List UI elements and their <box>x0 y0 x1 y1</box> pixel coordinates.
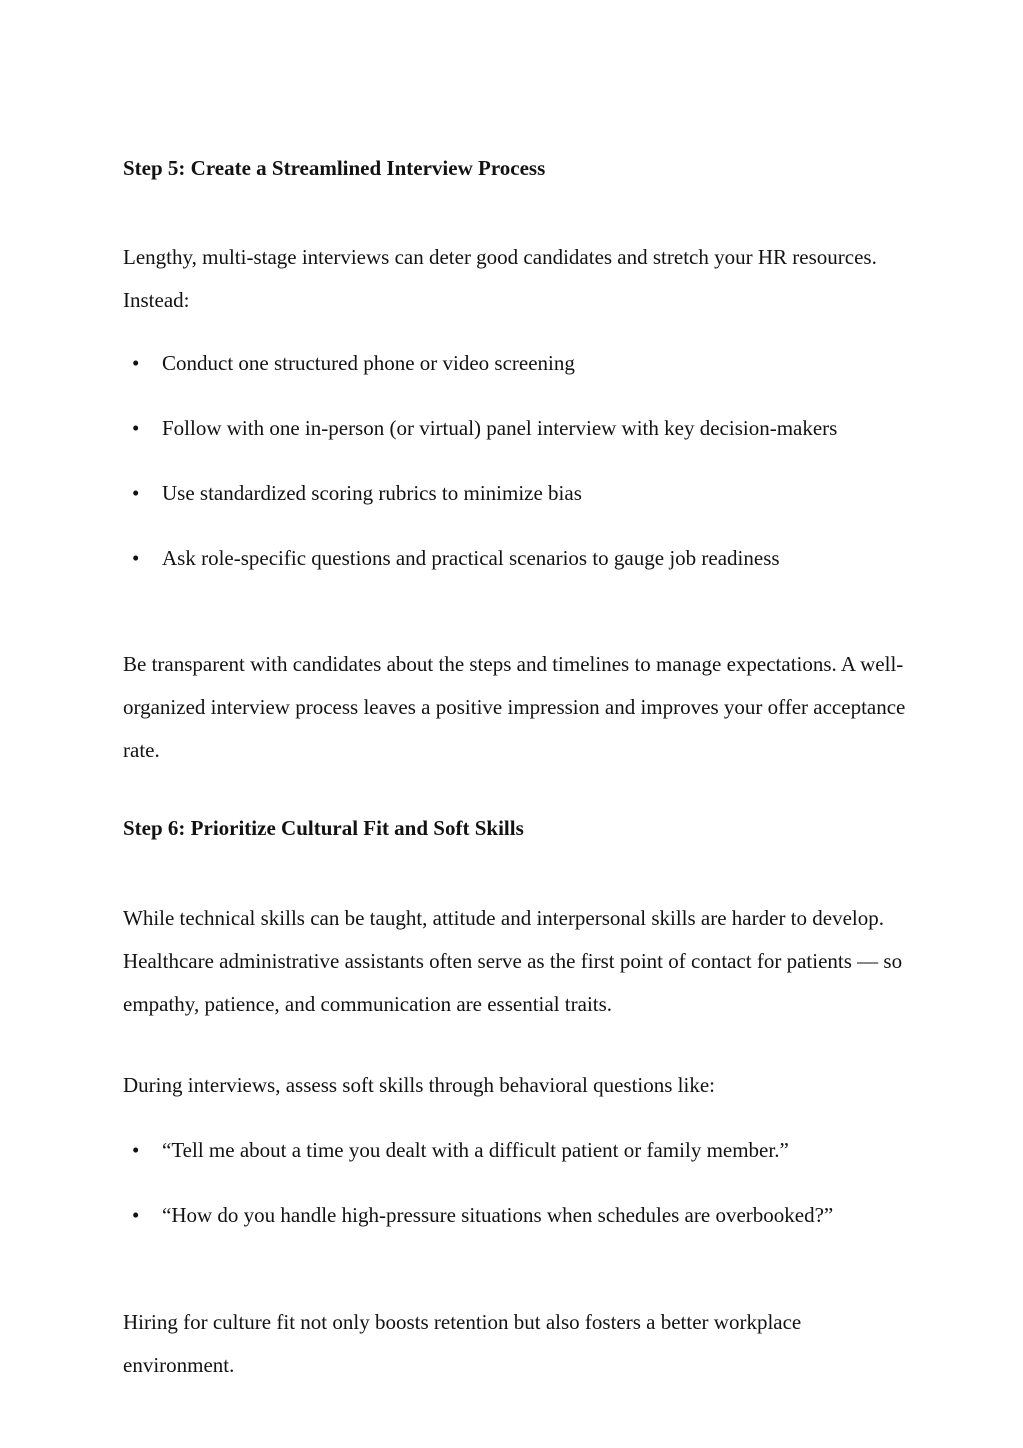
bullet-marker-icon: • <box>132 416 140 440</box>
section-heading-step5: Step 5: Create a Streamlined Interview Process <box>123 156 546 181</box>
list-item <box>123 1194 913 1237</box>
bullet-text: “Tell me about a time you dealt with a difficult patient or family member.” <box>162 1138 789 1162</box>
list-item <box>123 472 913 515</box>
bullet-text: Conduct one structured phone or video screening <box>162 351 575 375</box>
bullet-marker-icon: • <box>132 1138 140 1162</box>
bullet-text: Use standardized scoring rubrics to minimize bias <box>162 481 582 505</box>
bullet-marker-icon: • <box>132 1203 140 1227</box>
list-item <box>123 537 913 580</box>
bullet-list-step5 <box>123 342 913 580</box>
bullet-text: Ask role-specific questions and practical scenarios to gauge job readiness <box>162 546 780 570</box>
paragraph-step6-leadin: During interviews, assess soft skills through behavioral questions like: <box>123 1073 716 1097</box>
bullet-marker-icon: • <box>132 481 140 505</box>
bullet-marker-icon: • <box>132 351 140 375</box>
list-item <box>123 342 913 385</box>
paragraph-step6-intro: While technical skills can be taught, attitude and interpersonal skills are harder to develop. Healthcare administrative assistants often serve as the first point of contact for patients — so empathy, patience, and communication are essential traits. <box>123 906 903 1016</box>
paragraph-step6-outro: Hiring for culture fit not only boosts retention but also fosters a better workplace environment. <box>123 1310 802 1377</box>
bullet-list-step6 <box>123 1129 913 1237</box>
section-heading-step6: Step 6: Prioritize Cultural Fit and Soft Skills <box>123 816 524 841</box>
bullet-marker-icon: • <box>132 546 140 570</box>
bullet-text: “How do you handle high-pressure situations when schedules are overbooked?” <box>162 1203 834 1227</box>
bullet-text: Follow with one in-person (or virtual) panel interview with key decision-makers <box>162 416 838 440</box>
paragraph-step5-intro: Lengthy, multi-stage interviews can deter good candidates and stretch your HR resources. Instead: <box>123 245 877 312</box>
paragraph-step5-outro: Be transparent with candidates about the steps and timelines to manage expectations. A well-organized interview process leaves a positive impression and improves your offer acceptance rate. <box>123 652 906 762</box>
list-item <box>123 1129 913 1172</box>
list-item <box>123 407 913 450</box>
